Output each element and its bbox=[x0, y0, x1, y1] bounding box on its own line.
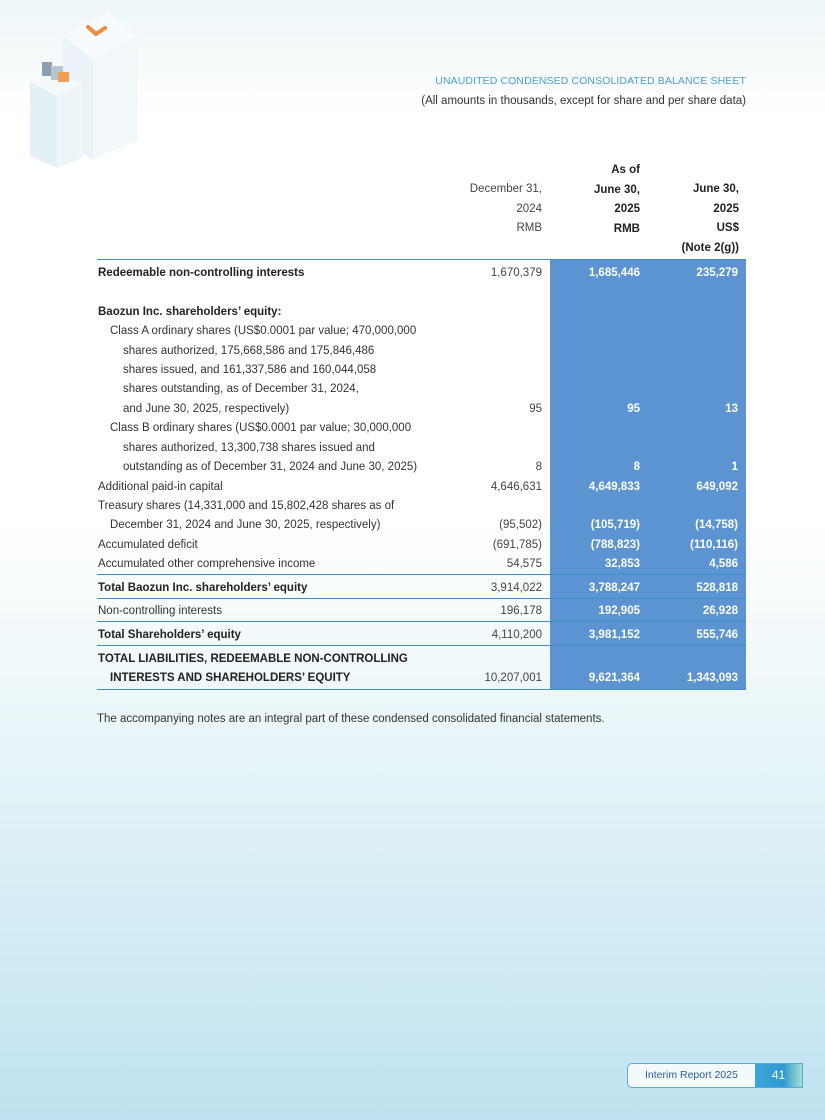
table-row: Treasury shares (14,331,000 and 15,802,428 shares as of bbox=[98, 500, 395, 512]
table-row: TOTAL LIABILITIES, REDEEMABLE NON-CONTROLLING bbox=[98, 653, 408, 665]
table-row: Total Baozun Inc. shareholders’ equity 3,914,022 3,788,247 528,818 bbox=[98, 582, 738, 594]
table-row: Accumulated deficit (691,785) (788,823) (110,116) bbox=[98, 539, 738, 551]
table-row: Total Shareholders’ equity 4,110,200 3,981,152 555,746 bbox=[98, 629, 738, 641]
report-name: Interim Report 2025 bbox=[645, 1069, 738, 1081]
page-number: 41 bbox=[755, 1064, 802, 1087]
table-row: shares authorized, 13,300,738 shares issued and bbox=[123, 442, 375, 454]
column-header-dec-2024: December 31, 2024 RMB bbox=[469, 183, 542, 234]
table-row: December 31, 2024 and June 30, 2025, respectively) (95,502) (105,719) (14,758) bbox=[110, 519, 738, 531]
column-header-jun-2025-usd: June 30, 2025 US$ (Note 2(g)) bbox=[681, 183, 739, 254]
document-title: UNAUDITED CONDENSED CONSOLIDATED BALANCE SHEET bbox=[435, 75, 746, 87]
table-rule bbox=[97, 621, 746, 622]
table-rule bbox=[97, 645, 746, 646]
document-subtitle: (All amounts in thousands, except for share and per share data) bbox=[421, 95, 746, 107]
table-row: shares authorized, 175,668,586 and 175,846,486 bbox=[123, 345, 375, 357]
column-header-jun-2025-rmb: As of June 30, 2025 RMB bbox=[593, 164, 640, 235]
table-row: Class A ordinary shares (US$0.0001 par value; 470,000,000 bbox=[110, 325, 417, 337]
table-rule bbox=[97, 689, 746, 690]
table-rule bbox=[97, 259, 746, 260]
table-row: Accumulated other comprehensive income 54,575 32,853 4,586 bbox=[98, 558, 738, 570]
table-row: outstanding as of December 31, 2024 and June 30, 2025) 8 8 1 bbox=[123, 461, 738, 473]
page-footer-badge bbox=[627, 1063, 803, 1088]
table-rule bbox=[97, 598, 746, 599]
table-row: shares outstanding, as of December 31, 2024, bbox=[123, 383, 359, 395]
footnote: The accompanying notes are an integral part of these condensed consolidated financial statements. bbox=[97, 713, 605, 725]
table-row: Redeemable non-controlling interests 1,670,379 1,685,446 235,279 bbox=[98, 267, 738, 279]
table-row: INTERESTS AND SHAREHOLDERS’ EQUITY 10,207,001 9,621,364 1,343,093 bbox=[110, 672, 738, 684]
table-row: Non-controlling interests 196,178 192,905 26,928 bbox=[98, 605, 738, 617]
table-rule bbox=[97, 574, 746, 575]
table-row: Baozun Inc. shareholders’ equity: bbox=[98, 306, 282, 318]
table-row: Additional paid-in capital 4,646,631 4,649,833 649,092 bbox=[98, 481, 738, 493]
decorative-building-illustration bbox=[0, 0, 200, 200]
table-row: Class B ordinary shares (US$0.0001 par value; 30,000,000 bbox=[110, 422, 412, 434]
table-row: and June 30, 2025, respectively) 95 95 13 bbox=[123, 403, 738, 415]
table-row: shares issued, and 161,337,586 and 160,044,058 bbox=[123, 364, 377, 376]
